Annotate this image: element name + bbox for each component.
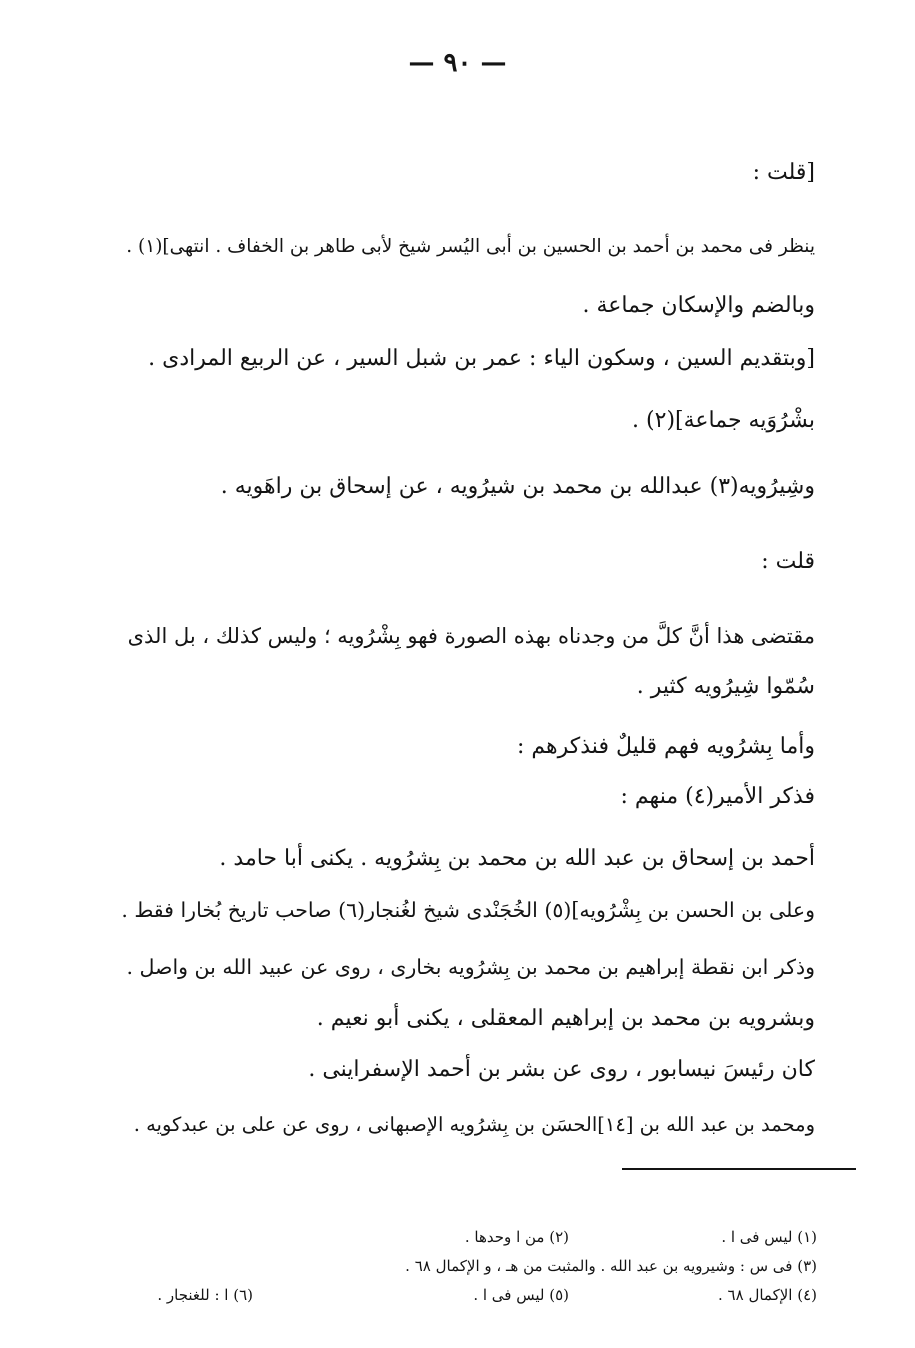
page-number: — ٩٠ — bbox=[408, 48, 507, 78]
body-line-9: سُمّوا شِيرُويه كثير . bbox=[636, 674, 815, 699]
body-line-11: فذكر الأمير(٤) منهم : bbox=[620, 784, 815, 809]
body-line-16: كان رئيسَ نيسابور ، روى عن بشر بن أحمد الإسفراينى . bbox=[308, 1057, 815, 1082]
body-line-14: وذكر ابن نقطة إبراهيم بن محمد بن بِشرُويه بخارى ، روى عن عبيد الله بن واصل . bbox=[126, 955, 815, 979]
body-line-13: وعلى بن الحسن بن بِشْرُويه](٥) الخُجَنْدى شيخ لغُنجار(٦) صاحب تاريخ بُخارا فقط . bbox=[121, 898, 815, 922]
body-line-10: وأما بِشرُويه فهم قليلٌ فنذكرهم : bbox=[517, 734, 815, 759]
footnote-2: (٢) من ا وحدها . bbox=[464, 1228, 569, 1246]
footnote-5: (٥) ليس فى ا . bbox=[473, 1286, 569, 1304]
body-line-4: [وبتقديم السين ، وسكون الياء : عمر بن شبل السير ، عن الربيع المرادى . bbox=[148, 346, 815, 371]
body-line-7: قلت : bbox=[761, 549, 815, 574]
body-line-6: وشِيرُويه(٣) عبدالله بن محمد بن شيرُويه ، عن إسحاق بن راهَويه . bbox=[220, 474, 815, 499]
footnote-separator bbox=[622, 1168, 856, 1170]
footnote-1: (١) ليس فى ا . bbox=[721, 1228, 817, 1246]
body-line-12: أحمد بن إسحاق بن عبد الله بن محمد بن بِشرُويه . يكنى أبا حامد . bbox=[219, 846, 815, 871]
footnote-6: (٦) ا : للغنجار . bbox=[157, 1286, 253, 1304]
body-line-2: ينظر فى محمد بن أحمد بن الحسين بن أبى اليُسر شيخ لأبى طاهر بن الخفاف . انتهى](١) . bbox=[126, 236, 815, 257]
body-line-3: وبالضم والإسكان جماعة . bbox=[582, 293, 815, 318]
body-line-1: [قلت : bbox=[752, 160, 815, 185]
body-line-15: وبشرويه بن محمد بن إبراهيم المعقلى ، يكنى أبو نعيم . bbox=[316, 1006, 815, 1031]
body-line-5: بشْرُوَيه جماعة](٢) . bbox=[632, 408, 815, 433]
footnote-4: (٤) الإكمال ٦٨ . bbox=[718, 1286, 817, 1304]
body-line-8: مقتضى هذا أنَّ كلَّ من وجدناه بهذه الصورة فهو بِشْرُويه ؛ وليس كذلك ، بل الذى bbox=[127, 624, 815, 648]
footnote-3: (٣) فى س : وشيرويه بن عبد الله . والمثبت من هـ ، و الإكمال ٦٨ . bbox=[405, 1257, 817, 1275]
body-line-17: ومحمد بن عبد الله بن [١٤]الحسَن بن بِشرُويه الإصبهانى ، روى عن على بن عبدكويه . bbox=[133, 1113, 815, 1136]
